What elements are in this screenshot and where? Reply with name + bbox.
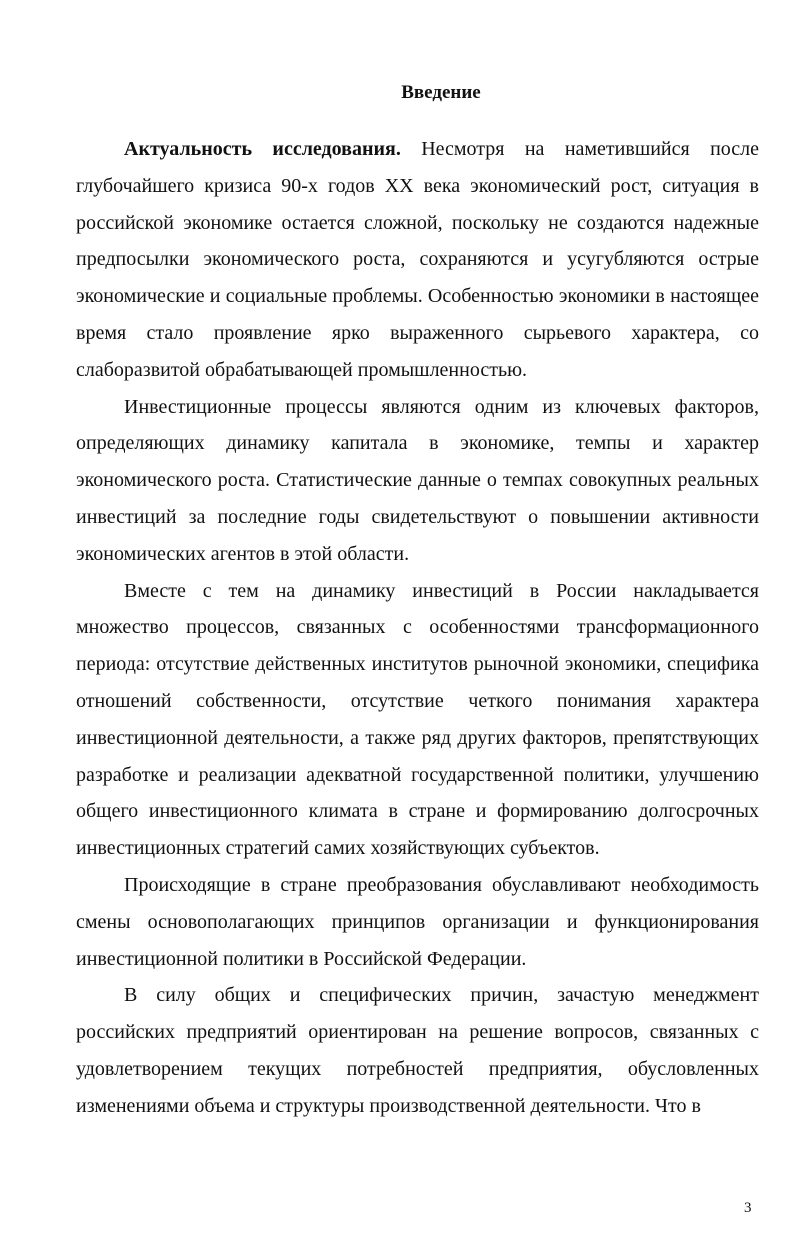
paragraph-text: Несмотря на наметившийся после глубочайшего кризиса 90-х годов XX века экономический рост, ситуация в российской экономике остается сложной, поскольку не создаются надежные предпосылки экономического роста, сохраняются и усугубляются острые экономические и социальные проблемы. Особенностью экономики в настоящее время стало проявление ярко выраженного сырьевого характера, со слаборазвитой обрабатывающей промышленностью. xyxy=(76,138,760,381)
page-number: 3 xyxy=(744,1200,752,1216)
page-title: Введение xyxy=(401,82,481,103)
paragraph-transformation-period: Вместе с тем на динамику инвестиций в России накладывается множество процессов, связанных с особенностями трансформационного периода: отсутствие действенных институтов рыночной экономики, специфика отношений собственности, отсутствие четкого понимания характера инвестиционной деятельности, а также ряд других факторов, препятствующих разработке и реализации адекватной государственной политики, улучшению общего инвестиционного климата в стране и формированию долгосрочных инвестиционных стратегий самих хозяйствующих субъектов. xyxy=(76,579,759,860)
paragraph-investment-processes: Инвестиционные процессы являются одним из ключевых факторов, определяющих динамику капитала в экономике, темпы и характер экономического роста. Статистические данные о темпах совокупных реальных инвестиций за последние годы свидетельствуют о повышении активности экономических агентов в этой области. xyxy=(76,395,759,565)
paragraph-relevance xyxy=(76,131,759,389)
document-body xyxy=(76,131,759,1125)
paragraph-management: В силу общих и специфических причин, зачастую менеджмент российских предприятий ориентирован на решение вопросов, связанных с удовлетворением текущих потребностей предприятия, обусловленных изменениями объема и структуры производственной деятельности. Что в xyxy=(76,984,759,1117)
paragraph-policy-changes: Происходящие в стране преобразования обуславливают необходимость смены основополагающих принципов организации и функционирования инвестиционной политики в Российской Федерации. xyxy=(76,873,759,970)
paragraph-lead: Актуальность исследования. xyxy=(124,138,401,160)
